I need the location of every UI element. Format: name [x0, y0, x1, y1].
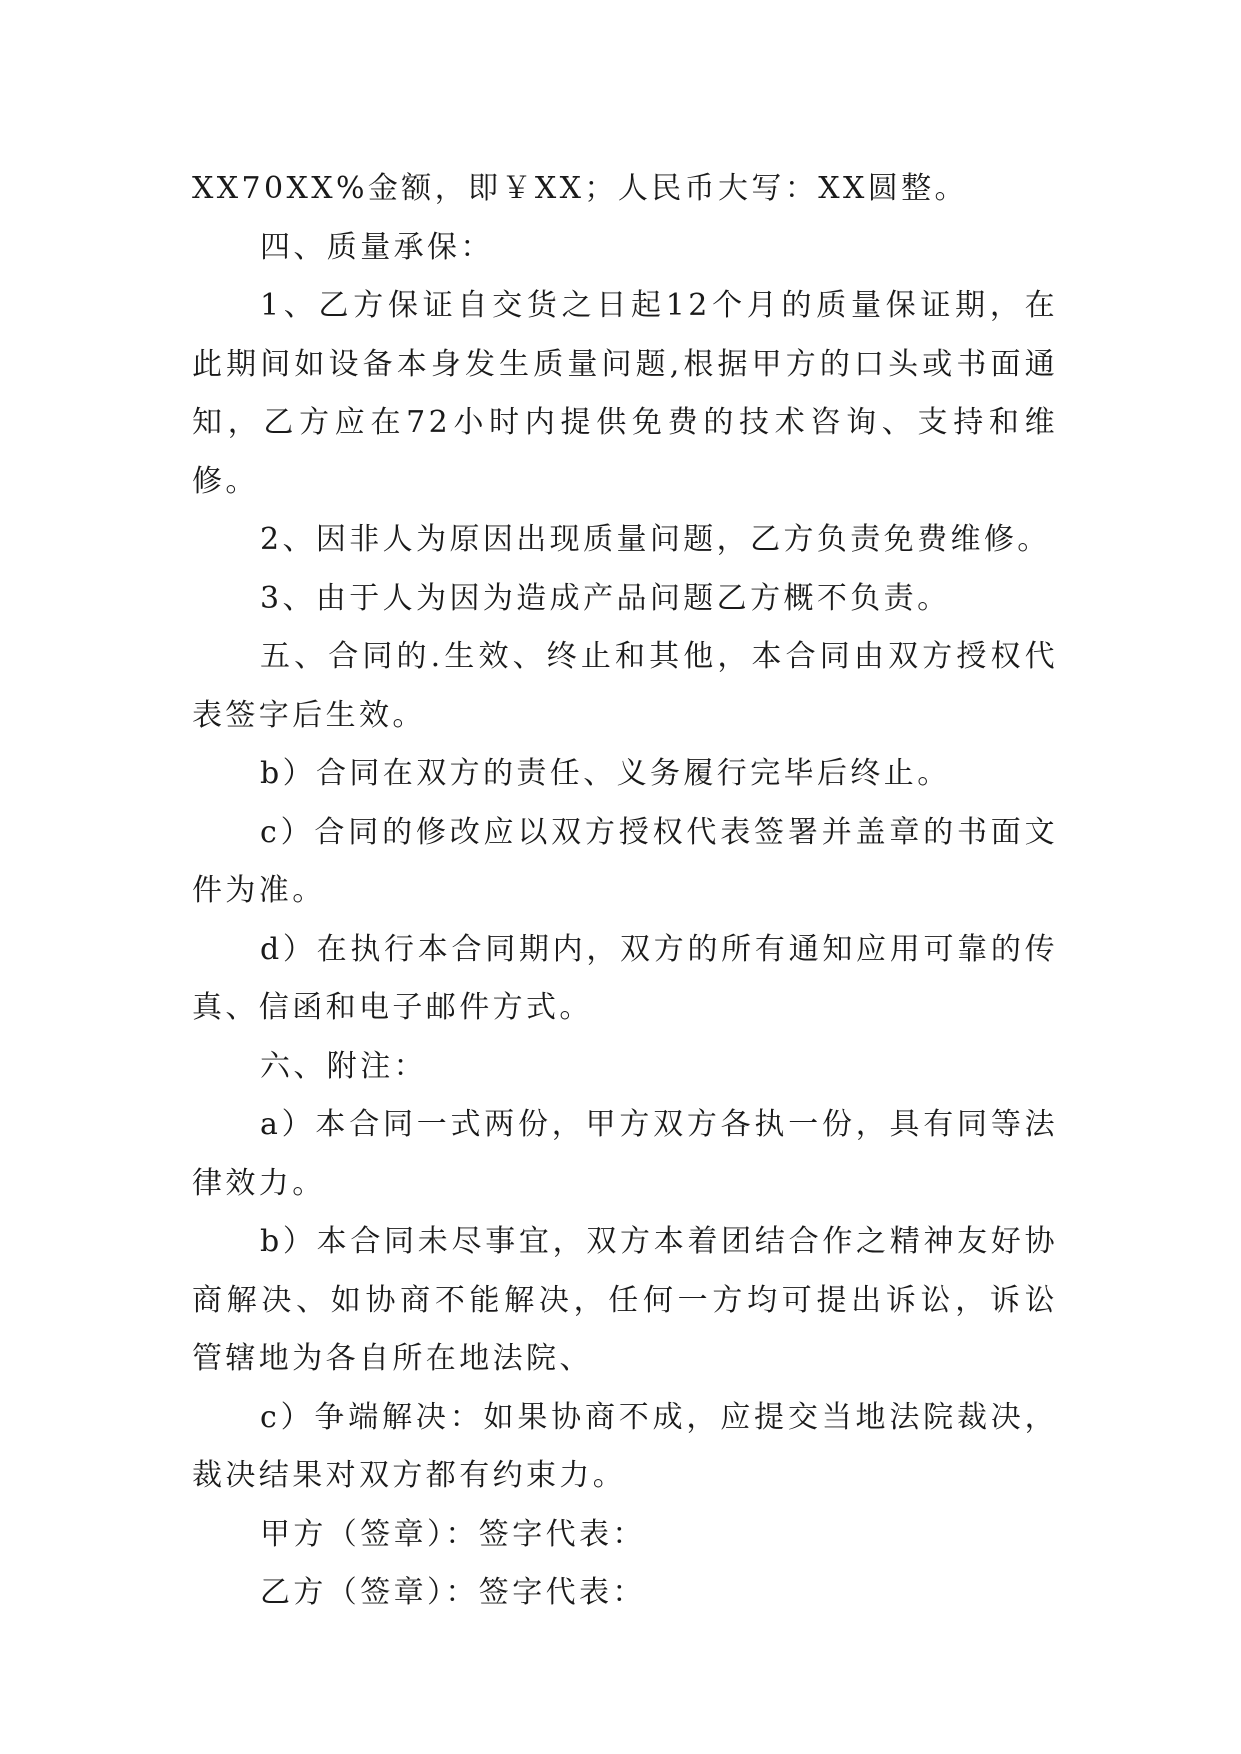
document-body [192, 160, 1058, 1623]
paragraph-contract-amendment: c）合同的修改应以双方授权代表签署并盖章的书面文件为准。 [192, 814, 1058, 908]
heading-contract-validity: 五、合同的.生效、终止和其他，本合同由双方授权代表签字后生效。 [192, 639, 1058, 733]
paragraph-contract-termination: b）合同在双方的责任、义务履行完毕后终止。 [260, 756, 951, 791]
paragraph-unresolved-matters: b）本合同未尽事宜，双方本着团结合作之精神友好协商解决、如协商不能解决，任何一方均可提出诉讼，诉讼管辖地为各自所在地法院、 [192, 1224, 1058, 1376]
paragraph-notification-methods: d）在执行本合同期内，双方的所有通知应用可靠的传真、信函和电子邮件方式。 [192, 931, 1058, 1025]
paragraph-dispute-resolution: c）争端解决：如果协商不成，应提交当地法院裁决，裁决结果对双方都有约束力。 [192, 1399, 1058, 1493]
signature-party-a: 甲方（签章）：签字代表： [260, 1516, 646, 1552]
paragraph-payment-amount: XX70XX%金额，即￥XX；人民币大写：XX圆整。 [192, 171, 968, 206]
heading-notes: 六、附注： [260, 1048, 427, 1084]
paragraph-copies: a）本合同一式两份，甲方双方各执一份，具有同等法律效力。 [192, 1107, 1058, 1201]
paragraph-human-damage: 3、由于人为因为造成产品问题乙方概不负责。 [260, 580, 951, 616]
paragraph-warranty-period: 1、乙方保证自交货之日起12个月的质量保证期，在此期间如设备本身发生质量问题,根据甲方的口头或书面通知，乙方应在72小时内提供免费的技术咨询、支持和维修。 [192, 288, 1058, 499]
signature-party-b: 乙方（签章）：签字代表： [260, 1575, 646, 1610]
heading-quality-warranty: 四、质量承保： [260, 229, 494, 265]
paragraph-free-repair: 2、因非人为原因出现质量问题，乙方负责免费维修。 [260, 522, 1051, 557]
